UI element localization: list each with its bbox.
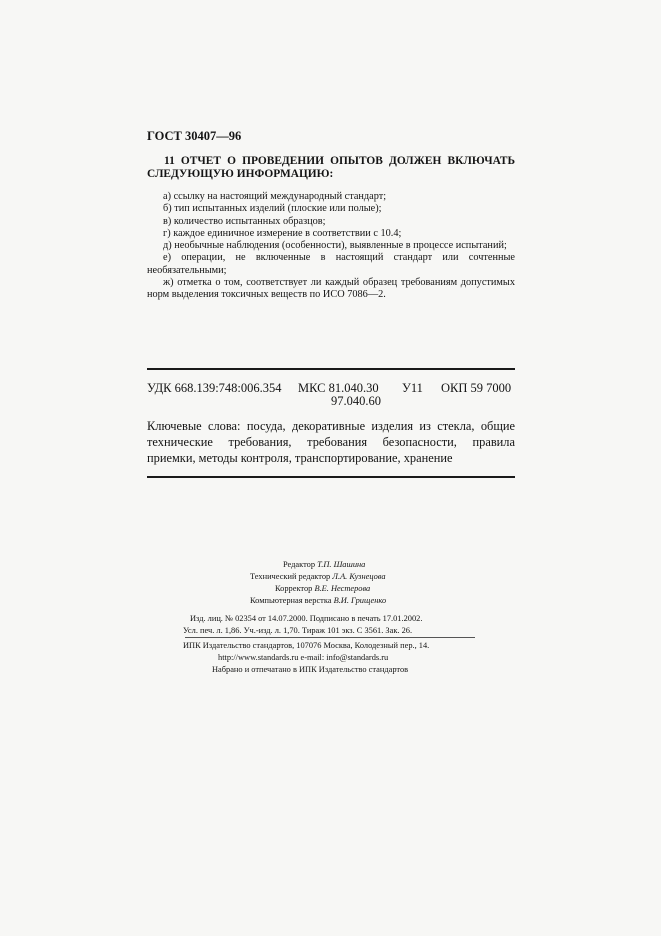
tech-editor-name: Л.А. Кузнецова <box>332 572 386 581</box>
tech-editor-line <box>250 572 386 581</box>
list-item: ж) отметка о том, соответствует ли каждый образец требованиям допустимых норм выделения токсичных веществ по ИСО 7086—2. <box>147 277 515 301</box>
printed-line: Набрано и отпечатано в ИПК Издательство стандартов <box>212 665 409 674</box>
print-details-line: Усл. печ. л. 1,86. Уч.-изд. л. 1,70. Тираж 101 экз. С 3561. Зак. 26. <box>183 626 413 635</box>
editor-line <box>283 560 365 569</box>
list-item: в) количество испытанных образцов; <box>163 215 326 227</box>
okp-code: ОКП 59 7000 <box>441 381 512 395</box>
corrector-line <box>275 584 370 593</box>
list-item: г) каждое единичное измерение в соответствии с 10.4; <box>163 227 402 239</box>
layout-label: Компьютерная верстка <box>250 596 332 605</box>
document-code: ГОСТ 30407—96 <box>147 129 242 143</box>
udk-code: УДК 668.139:748:006.354 <box>147 381 282 395</box>
mks-code-1: МКС 81.040.30 <box>298 381 379 395</box>
licence-line: Изд. лиц. № 02354 от 14.07.2000. Подписано в печать 17.01.2002. <box>190 614 423 623</box>
layout-line <box>250 596 386 605</box>
web-line: http://www.standards.ru e-mail: info@standards.ru <box>218 653 389 662</box>
tech-editor-label: Технический редактор <box>250 572 331 581</box>
group-code: У11 <box>402 381 423 395</box>
mks-code-2: 97.040.60 <box>331 394 381 408</box>
top-divider <box>147 368 515 370</box>
publisher-line: ИПК Издательство стандартов, 107076 Москва, Колодезный пер., 14. <box>183 641 430 650</box>
list-item: б) тип испытанных изделий (плоские или полые); <box>163 203 382 215</box>
report-items-list <box>147 191 515 302</box>
list-item: е) операции, не включенные в настоящий стандарт или сочтенные необязательными; <box>147 252 515 276</box>
section-title: 11 ОТЧЕТ О ПРОВЕДЕНИИ ОПЫТОВ ДОЛЖЕН ВКЛЮЧАТЬ СЛЕДУЮЩУЮ ИНФОРМАЦИЮ: <box>147 155 515 180</box>
keywords-paragraph: Ключевые слова: посуда, декоративные изделия из стекла, общие технические требования, требования безопасности, правила приемки, методы контроля, транспортирование, хранение <box>147 419 515 465</box>
imprint-divider <box>185 637 475 638</box>
corrector-name: В.Е. Нестерова <box>314 584 371 593</box>
list-item: д) необычные наблюдения (особенности), выявленные в процессе испытаний; <box>163 240 507 252</box>
bottom-divider <box>147 476 515 478</box>
list-item: а) ссылку на настоящий международный стандарт; <box>163 191 387 202</box>
editor-label: Редактор <box>283 560 316 569</box>
layout-name: В.И. Грищенко <box>333 596 387 605</box>
corrector-label: Корректор <box>275 584 313 593</box>
editor-name: Т.П. Шашина <box>317 560 366 569</box>
